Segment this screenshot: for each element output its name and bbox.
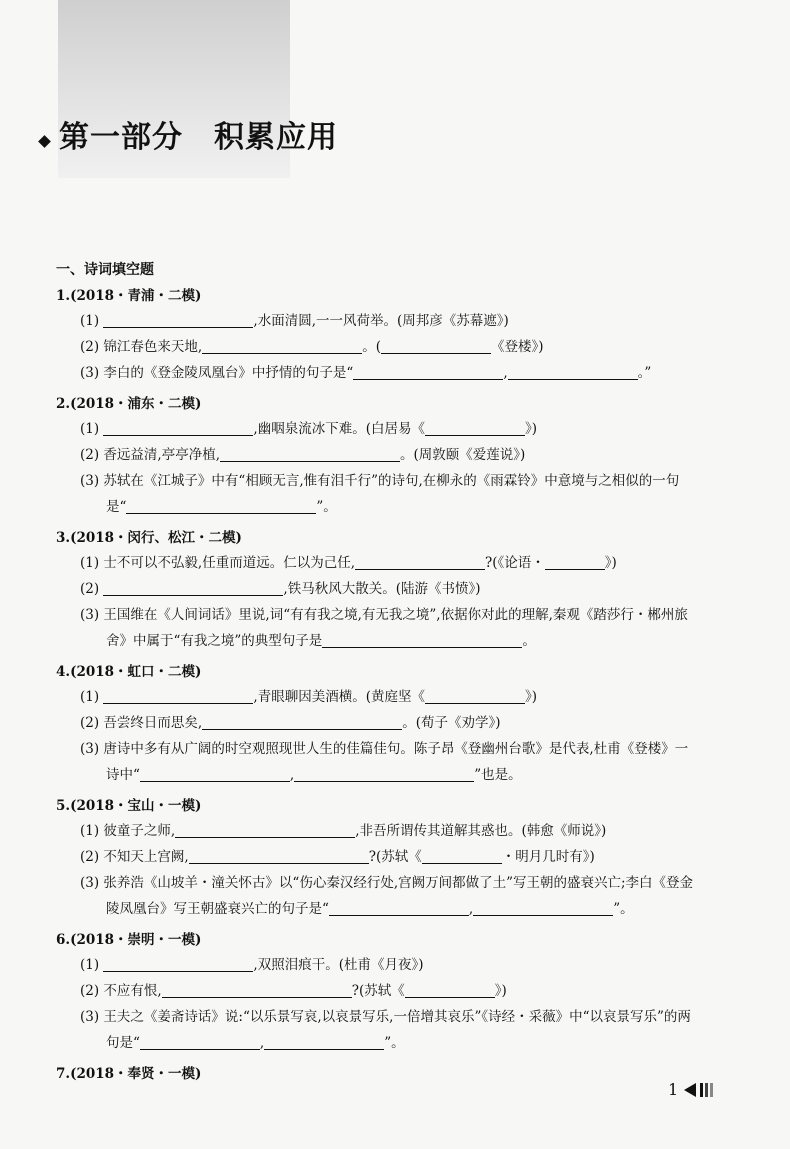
- question-source: (2018・崇明・一模): [70, 932, 202, 948]
- list-item: (2) 不应有恨, ?(苏轼《 》): [80, 983, 507, 999]
- blank: [294, 765, 474, 782]
- list-item: (1) ,水面清圆,一一风荷举。(周邦彦《苏幕遮》): [80, 313, 509, 329]
- list-item: (1) 彼童子之师, ,非吾所谓传其道解其惑也。(韩愈《师说》): [80, 823, 607, 839]
- blank: [103, 955, 253, 972]
- blank: [220, 445, 400, 462]
- list-item: (3) 王国维在《人间词话》里说,词“有有我之境,有无我之境”,依据你对此的理解,秦观《踏莎行・郴州旅舍》中属于“有我之境”的典型句子是 。: [80, 607, 688, 649]
- list-item: (1) ,青眼聊因美酒横。(黄庭坚《 》): [80, 689, 538, 705]
- list-item: (1) ,双照泪痕干。(杜甫《月夜》): [80, 957, 424, 973]
- question-source: (2018・奉贤・一模): [70, 1066, 202, 1082]
- blank: [103, 687, 253, 704]
- question-2: [56, 392, 696, 520]
- blank: [353, 363, 503, 380]
- blank: [140, 1033, 260, 1050]
- list-item: (2) ,铁马秋风大散关。(陆游《书愤》): [80, 581, 481, 597]
- question-number: 3.: [56, 530, 71, 546]
- list-item: (2) 不知天上宫阙, ?(苏轼《 ・明月几时有》): [80, 849, 595, 865]
- question-5: [56, 794, 696, 922]
- blank: [381, 337, 491, 354]
- blank: [355, 553, 485, 570]
- blank: [508, 363, 638, 380]
- bars-icon: [698, 1083, 713, 1097]
- diamond-bullet-icon: [38, 135, 51, 148]
- question-number: 6.: [56, 932, 71, 948]
- list-item: (2) 香远益清,亭亭净植, 。(周敦颐《爱莲说》): [80, 447, 526, 463]
- question-source: (2018・浦东・二模): [70, 396, 202, 412]
- question-7: [56, 1062, 696, 1086]
- question-source: (2018・宝山・一模): [70, 798, 202, 814]
- blank: [162, 981, 352, 998]
- page-number-text: 1: [668, 1080, 679, 1099]
- blank: [202, 337, 362, 354]
- blank: [422, 847, 502, 864]
- left-arrow-icon: [684, 1083, 696, 1097]
- blank: [473, 899, 613, 916]
- blank: [175, 821, 355, 838]
- question-number: 5.: [56, 798, 71, 814]
- blank: [425, 419, 525, 436]
- blank: [545, 553, 605, 570]
- question-number: 2.: [56, 396, 71, 412]
- question-source: (2018・虹口・二模): [70, 664, 202, 680]
- question-6: [56, 928, 696, 1056]
- list-item: (3) 张养浩《山坡羊・潼关怀古》以“伤心秦汉经行处,宫阙万间都做了土”写王朝的盛衰兴亡;李白《登金陵凤凰台》写王朝盛衰兴亡的句子是“ , ”。: [80, 875, 694, 917]
- page-number: [668, 1080, 713, 1099]
- blank: [425, 687, 525, 704]
- list-item: (2) 锦江春色来天地, 。( 《登楼》): [80, 339, 544, 355]
- blank: [322, 631, 522, 648]
- blank: [103, 579, 283, 596]
- question-number: 7.: [56, 1066, 71, 1082]
- question-3: [56, 526, 696, 654]
- blank: [140, 765, 290, 782]
- blank: [202, 713, 402, 730]
- question-list: [56, 284, 696, 1086]
- list-item: (3) 李白的《登金陵凤凰台》中抒情的句子是“ , 。”: [80, 365, 652, 381]
- question-source: (2018・闵行、松江・二模): [70, 530, 242, 546]
- blank: [103, 311, 253, 328]
- section-heading: 一、诗词填空题: [56, 262, 154, 278]
- question-source: (2018・青浦・二模): [70, 288, 202, 304]
- blank: [405, 981, 495, 998]
- blank: [103, 419, 253, 436]
- question-1: [56, 284, 696, 386]
- list-item: (2) 吾尝终日而思矣, 。(荀子《劝学》): [80, 715, 501, 731]
- blank: [126, 497, 316, 514]
- title-row: [40, 112, 338, 156]
- blank: [189, 847, 369, 864]
- blank: [329, 899, 469, 916]
- question-number: 1.: [56, 288, 71, 304]
- blank: [264, 1033, 384, 1050]
- question-4: [56, 660, 696, 788]
- list-item: (3) 苏轼在《江城子》中有“相顾无言,惟有泪千行”的诗句,在柳永的《雨霖铃》中意境与之相似的一句是“ ”。: [80, 473, 680, 515]
- question-number: 4.: [56, 664, 71, 680]
- list-item: (3) 王夫之《姜斋诗话》说:“以乐景写哀,以哀景写乐,一倍增其哀乐”《诗经・采薇》中“以哀景写乐”的两句是“ , ”。: [80, 1009, 691, 1051]
- list-item: (3) 唐诗中多有从广阔的时空观照现世人生的佳篇佳句。陈子昂《登幽州台歌》是代表,杜甫《登楼》一诗中“ , ”也是。: [80, 741, 689, 783]
- list-item: (1) ,幽咽泉流冰下难。(白居易《 》): [80, 421, 538, 437]
- page-title: 第一部分 积累应用: [59, 120, 338, 155]
- list-item: (1) 士不可以不弘毅,任重而道远。仁以为己任, ?(《论语・ 》): [80, 555, 617, 571]
